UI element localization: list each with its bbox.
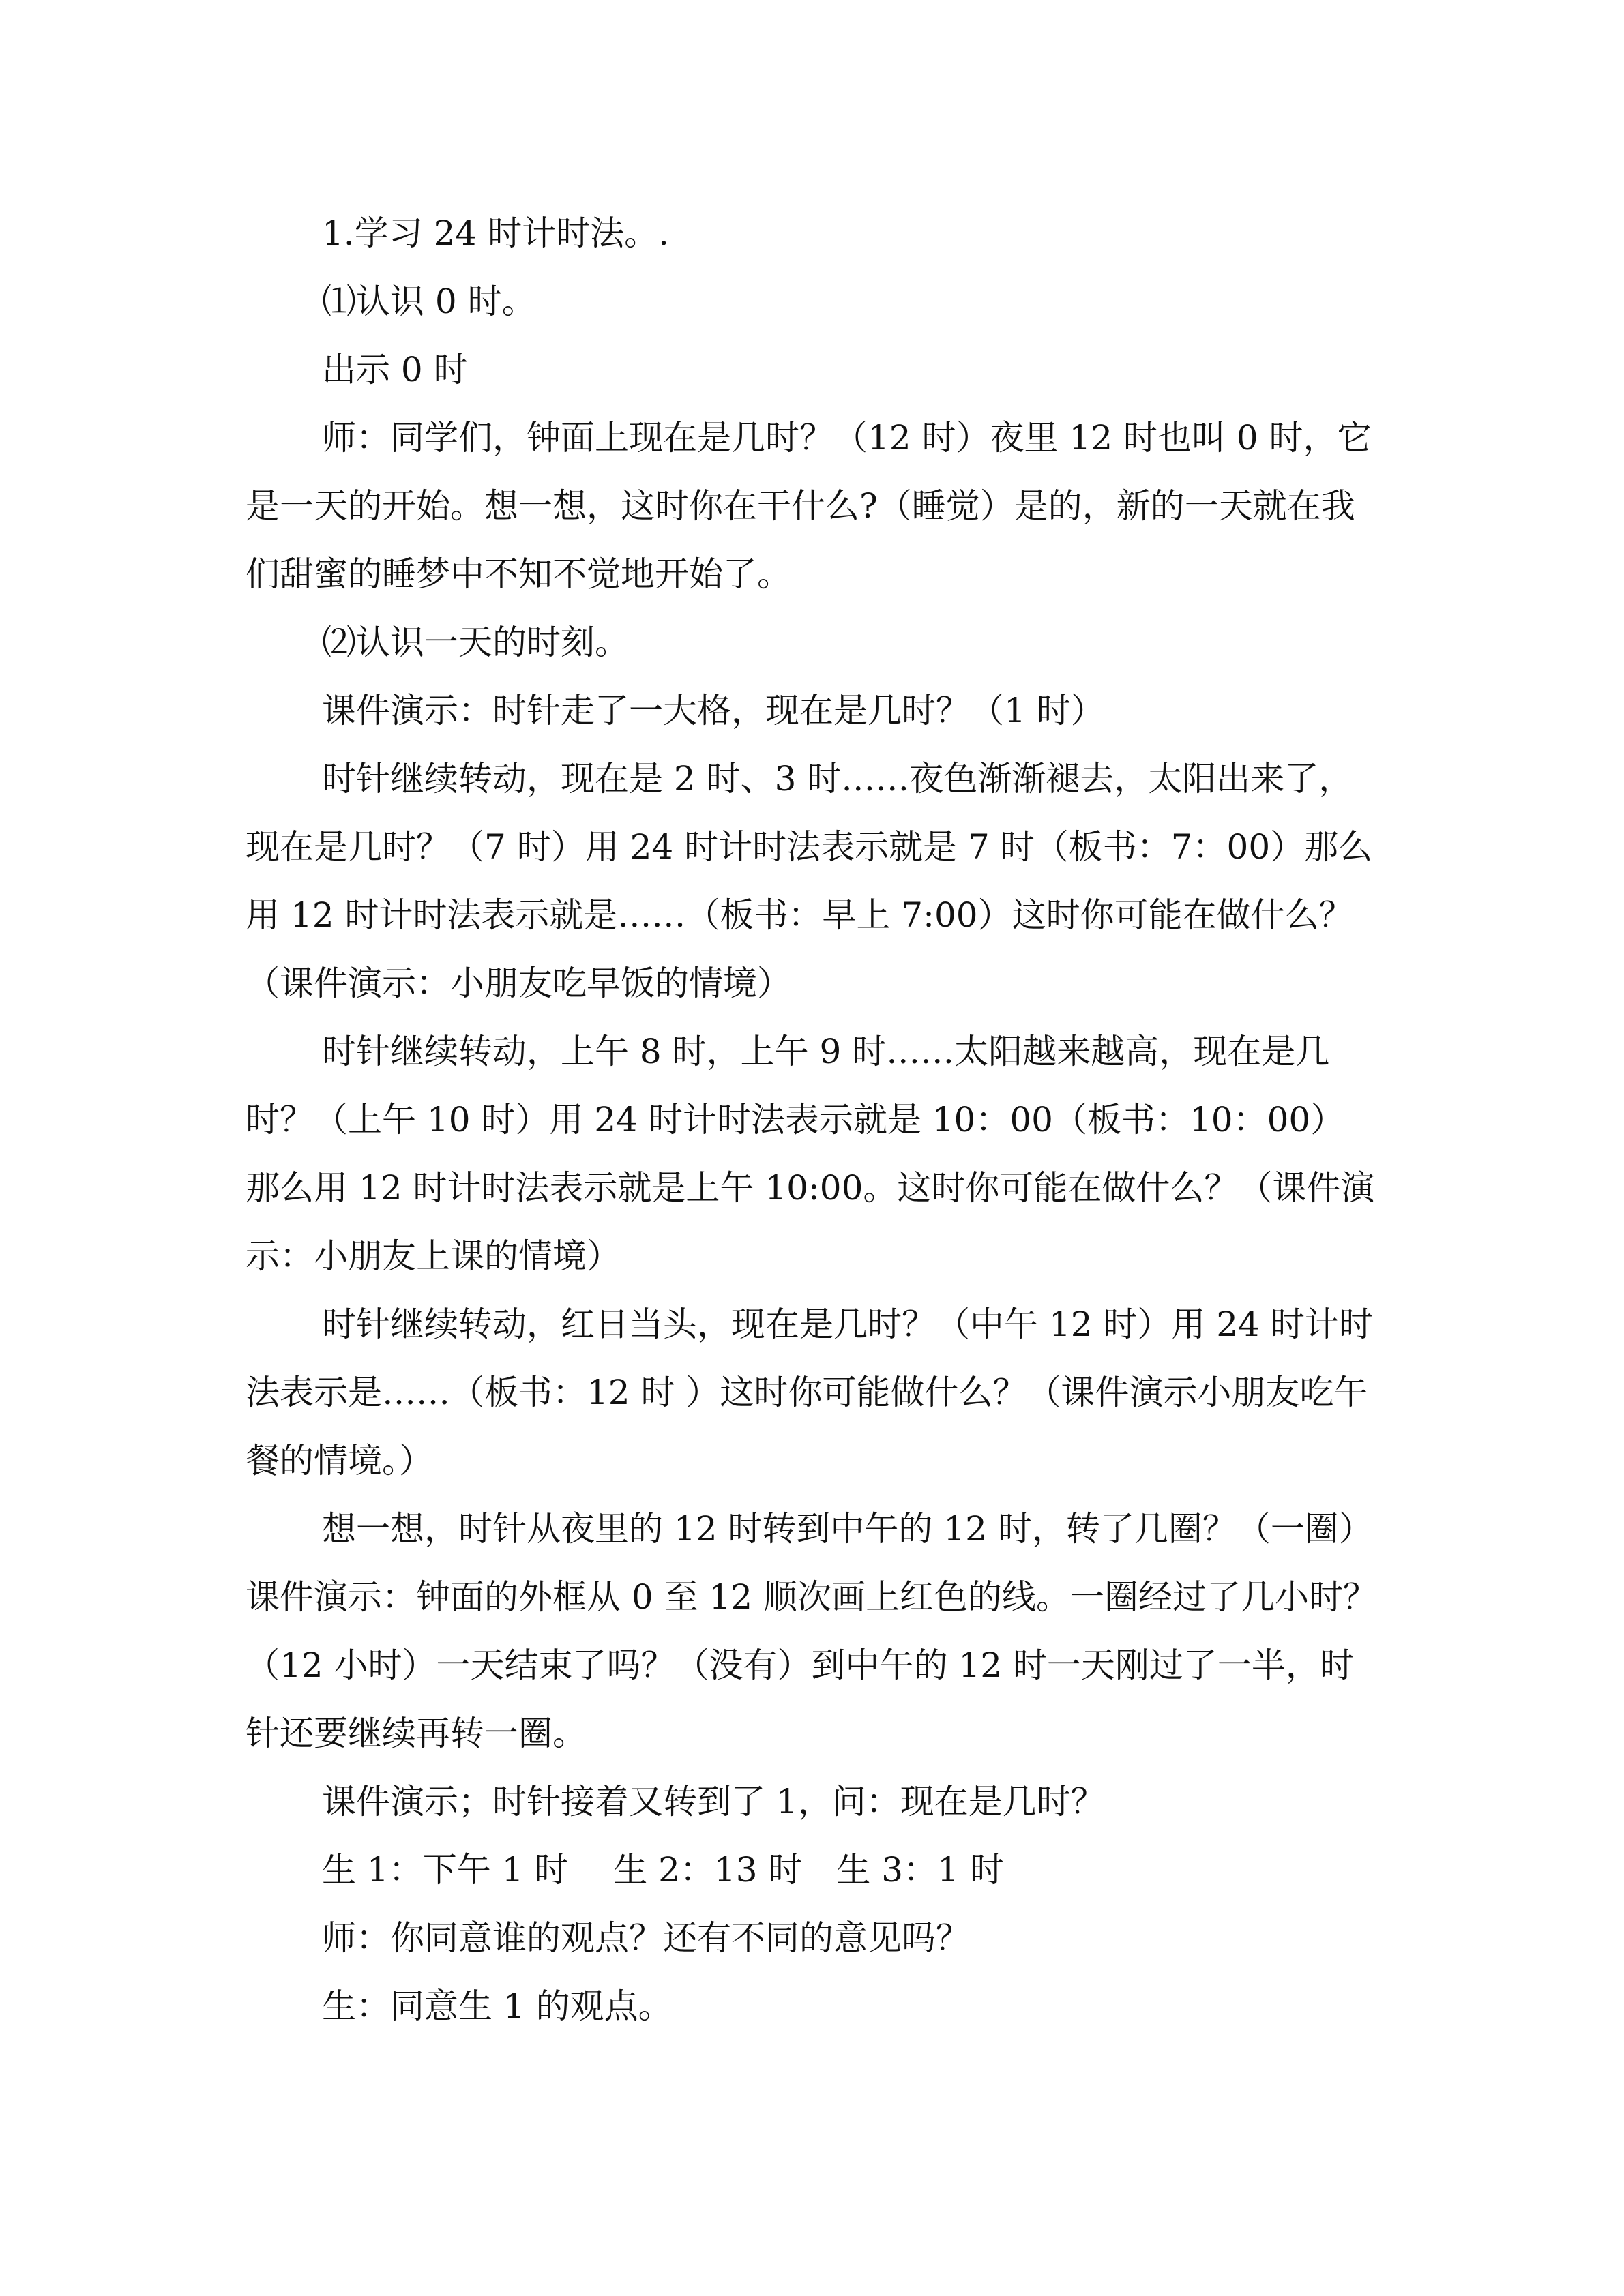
document-body <box>246 199 1378 2040</box>
paragraph: 想一想，时针从夜里的 12 时转到中午的 12 时，转了几圈？（一圈）课件演示：钟面的外框从 0 至 12 顺次画上红色的线。一圈经过了几小时？（12 小时）一天结束了吗？（没有）到中午的 12 时一天刚过了一半，时针还要继续再转一圈。 <box>246 1509 1378 1753</box>
paragraph: 时针继续转动，现在是 2 时、3 时……夜色渐渐褪去，太阳出来了，现在是几时？（7 时）用 24 时计时法表示就是 7 时（板书：7：00）那么用 12 时计时法表示就是……（板书：早上 7:00）这时你可能在做什么？（课件演示：小朋友吃早饭的情境） <box>246 759 1373 1003</box>
paragraph: 生 1：下午 1 时 生 2：13 时 生 3：1 时 <box>322 1850 1004 1890</box>
paragraph: 课件演示：时针走了一大格，现在是几时？（1 时） <box>322 691 1105 730</box>
paragraph: 生：同意生 1 的观点。 <box>322 1986 673 2026</box>
paragraph: 师：同学们，钟面上现在是几时？（12 时）夜里 12 时也叫 0 时，它是一天的开始。想一想，这时你在干什么?（睡觉）是的，新的一天就在我们甜蜜的睡梦中不知不觉地开始了。 <box>246 418 1372 594</box>
section-heading: 1.学习 24 时计时法。. <box>322 213 670 253</box>
paragraph: 课件演示；时针接着又转到了 1，问：现在是几时？ <box>322 1782 1105 1821</box>
paragraph: 师：你同意谁的观点？还有不同的意见吗？ <box>322 1918 970 1958</box>
subsection-heading: ⑴认识 0 时。 <box>322 282 536 321</box>
paragraph: 出示 0 时 <box>322 350 468 389</box>
paragraph: 时针继续转动，上午 8 时，上午 9 时……太阳越来越高，现在是几时？（上午 10 时）用 24 时计时法表示就是 10：00（板书：10：00）那么用 12 时计时法表示就是上午 10:00。这时你可能在做什么？（课件演示：小朋友上课的情境） <box>246 1032 1375 1276</box>
paragraph: 时针继续转动，红日当头，现在是几时？（中午 12 时）用 24 时计时法表示是……（板书：12 时 ）这时你可能做什么？（课件演示小朋友吃午餐的情境。） <box>246 1304 1373 1480</box>
subsection-heading: ⑵认识一天的时刻。 <box>322 623 629 662</box>
